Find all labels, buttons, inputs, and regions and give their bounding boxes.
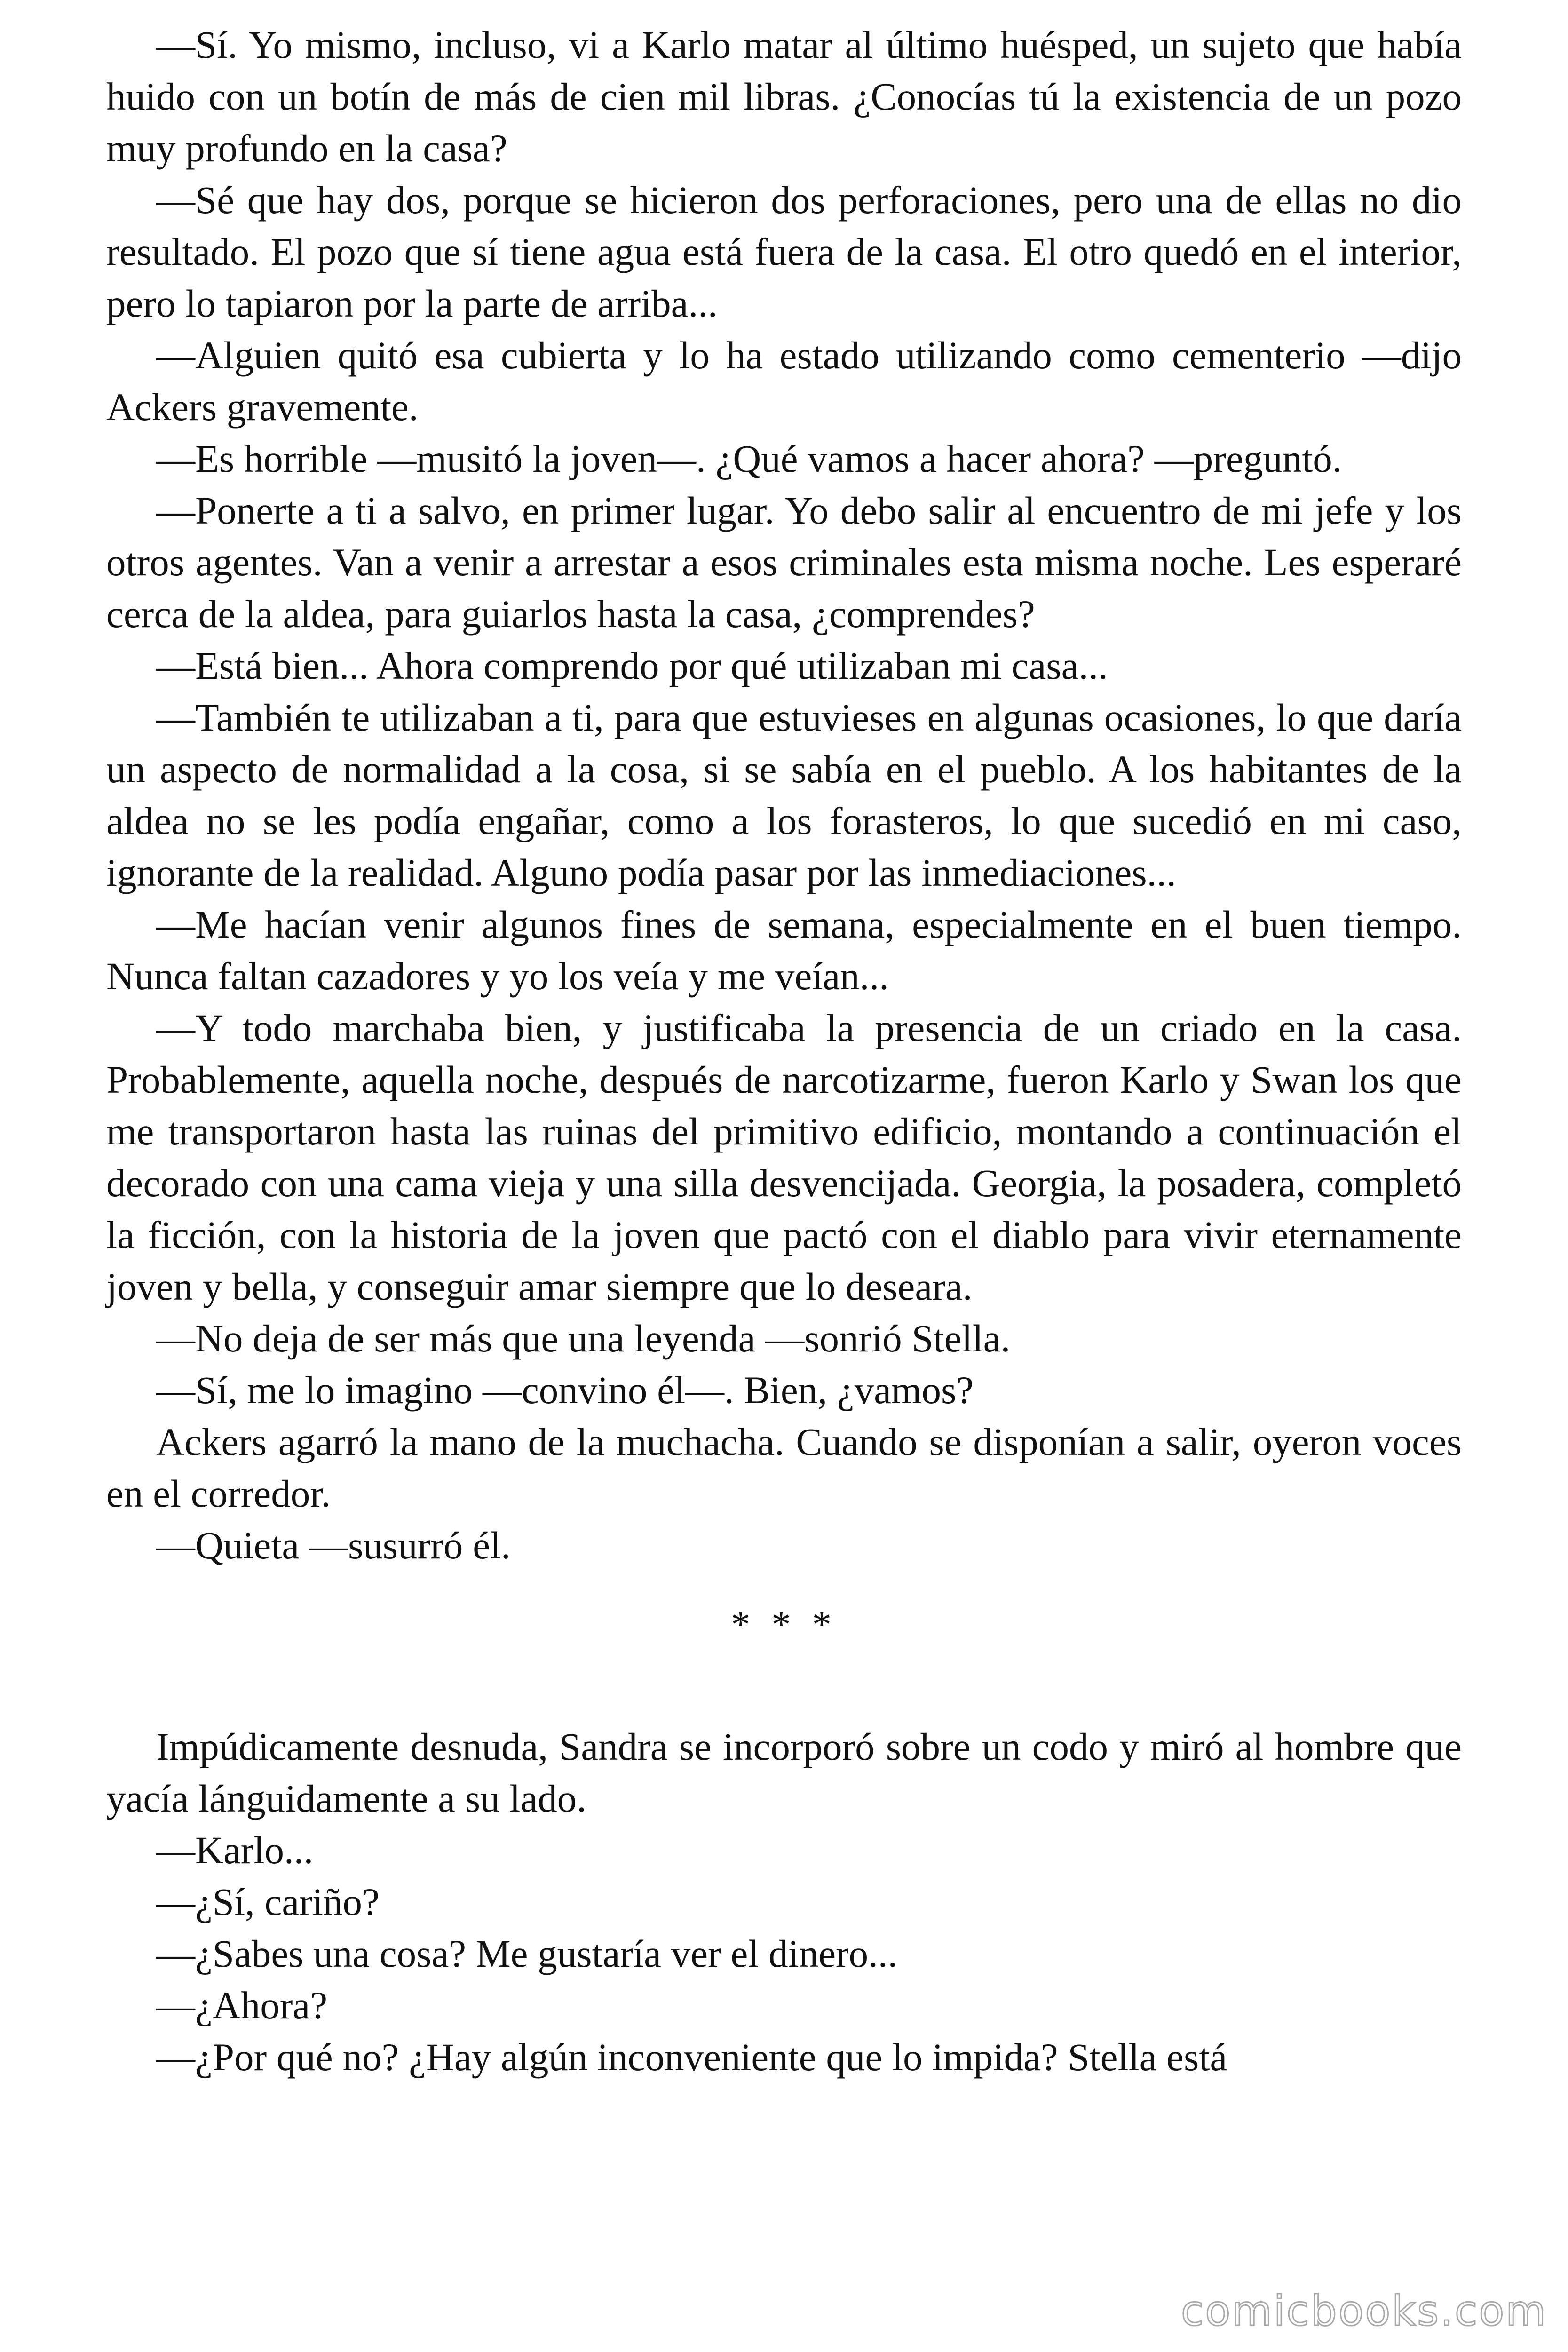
paragraph: —¿Sí, cariño? (156, 1880, 380, 1923)
paragraph: —Y todo marchaba bien, y justificaba la presencia de un criado en la casa. Probablemente, aquella noche, después de narcotizarme, fueron Karlo y Swan los que me transportaron hasta las ruinas del primitivo edificio, montando a continuación el decorado con una cama vieja y una silla desvencijada. Georgia, la posadera, completó la ficción, con la historia de la joven que pactó con el diablo para vivir eternamente joven y bella, y conseguir amar siempre que lo deseara. (106, 1006, 1462, 1308)
paragraph: —También te utilizaban a ti, para que estuvieses en algunas ocasiones, lo que daría un aspecto de normalidad a la cosa, si se sabía en el pueblo. A los habitantes de la aldea no se les podía engañar, como a los forasteros, lo que sucedió en mi caso, ignorante de la realidad. Alguno podía pasar por las inmediaciones... (106, 696, 1462, 894)
paragraph: —Sé que hay dos, porque se hicieron dos perforaciones, pero una de ellas no dio resultado. El pozo que sí tiene agua está fuera de la casa. El otro quedó en el interior, pero lo tapiaron por la parte de arriba... (106, 178, 1462, 325)
watermark: comicbooks.com (1180, 2287, 1547, 2335)
paragraph: —Está bien... Ahora comprendo por qué utilizaban mi casa... (156, 644, 1108, 687)
paragraph: —¿Por qué no? ¿Hay algún inconveniente que lo impida? Stella está (156, 2035, 1227, 2079)
paragraph: Ackers agarró la mano de la muchacha. Cuando se disponían a salir, oyeron voces en el corredor. (106, 1420, 1462, 1515)
paragraph: —Sí, me lo imagino —convino él—. Bien, ¿vamos? (156, 1368, 974, 1412)
paragraph: —Me hacían venir algunos fines de semana, especialmente en el buen tiempo. Nunca faltan cazadores y yo los veía y me veían... (106, 903, 1462, 998)
paragraph: —Sí. Yo mismo, incluso, vi a Karlo matar al último huésped, un sujeto que había huido con un botín de más de cien mil libras. ¿Conocías tú la existencia de un pozo muy profundo en la casa? (106, 23, 1462, 170)
page-body (106, 19, 1462, 2083)
paragraph: —No deja de ser más que una leyenda —sonrió Stella. (156, 1317, 1011, 1360)
paragraph: —¿Sabes una cosa? Me gustaría ver el dinero... (156, 1932, 898, 1975)
scene-break: * * * (731, 1603, 837, 1646)
paragraph: Impúdicamente desnuda, Sandra se incorporó sobre un codo y miró al hombre que yacía lánguidamente a su lado. (106, 1725, 1462, 1820)
paragraph: —Quieta —susurró él. (156, 1524, 511, 1567)
paragraph: —¿Ahora? (156, 1984, 328, 2027)
paragraph: —Alguien quitó esa cubierta y lo ha estado utilizando como cementerio —dijo Ackers gravemente. (106, 334, 1462, 429)
paragraph: —Ponerte a ti a salvo, en primer lugar. Yo debo salir al encuentro de mi jefe y los otros agentes. Van a venir a arrestar a esos criminales esta misma noche. Les esperaré cerca de la aldea, para guiarlos hasta la casa, ¿comprendes? (106, 489, 1462, 636)
paragraph: —Karlo... (156, 1828, 314, 1872)
paragraph: —Es horrible —musitó la joven—. ¿Qué vamos a hacer ahora? —preguntó. (156, 437, 1342, 480)
